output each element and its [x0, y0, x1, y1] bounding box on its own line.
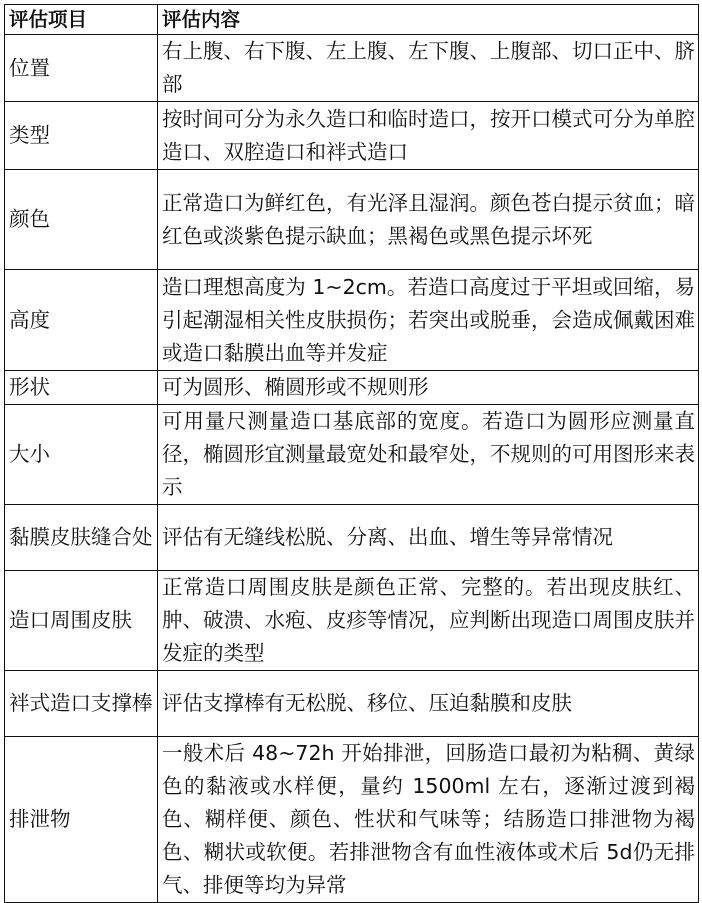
row-item-cell: 造口周围皮肤	[5, 571, 158, 671]
table-row	[5, 671, 699, 737]
table-row	[5, 170, 699, 270]
row-content-cell: 正常造口周围皮肤是颜色正常、完整的。若出现皮肤红、肿、破溃、水疱、皮疹等情况，应判断出现造口周围皮肤并发症的类型	[158, 571, 699, 671]
row-item-cell: 袢式造口支撑棒	[5, 671, 158, 737]
stoma-assessment-table	[4, 4, 699, 903]
row-item-cell: 形状	[5, 371, 158, 405]
row-content-cell: 评估支撑棒有无松脱、移位、压迫黏膜和皮肤	[158, 671, 699, 737]
table-row	[5, 571, 699, 671]
header-content: 评估内容	[158, 5, 699, 35]
row-content-cell: 按时间可分为永久造口和临时造口，按开口模式可分为单腔造口、双腔造口和袢式造口	[158, 102, 699, 170]
row-content-cell: 评估有无缝线松脱、分离、出血、增生等异常情况	[158, 505, 699, 571]
row-item-cell: 类型	[5, 102, 158, 170]
header-item: 评估项目	[5, 5, 158, 35]
table-row	[5, 371, 699, 405]
assessment-table-container	[4, 4, 698, 903]
row-item-cell: 颜色	[5, 170, 158, 270]
row-item-cell: 黏膜皮肤缝合处	[5, 505, 158, 571]
table-header-row	[5, 5, 699, 35]
row-content-cell: 一般术后 48~72h 开始排泄，回肠造口最初为粘稠、黄绿色的黏液或水样便，量约 1500ml 左右，逐渐过渡到褐色、糊样便、颜色、性状和气味等；结肠造口排泄物为褐色、糊状或软便。若排泄物含有血性液体或术后 5d仍无排气、排便等均为异常	[158, 737, 699, 903]
row-item-cell: 高度	[5, 270, 158, 371]
row-item-cell: 大小	[5, 405, 158, 505]
row-content-cell: 正常造口为鲜红色，有光泽且湿润。颜色苍白提示贫血；暗红色或淡紫色提示缺血；黑褐色或黑色提示坏死	[158, 170, 699, 270]
row-content-cell: 可用量尺测量造口基底部的宽度。若造口为圆形应测量直径，椭圆形宜测量最宽处和最窄处，不规则的可用图形来表示	[158, 405, 699, 505]
row-content-cell: 可为圆形、椭圆形或不规则形	[158, 371, 699, 405]
table-row	[5, 35, 699, 102]
table-row	[5, 405, 699, 505]
table-row	[5, 102, 699, 170]
table-row	[5, 737, 699, 903]
row-content-cell: 造口理想高度为 1~2cm。若造口高度过于平坦或回缩，易引起潮湿相关性皮肤损伤；若突出或脱垂，会造成佩戴困难或造口黏膜出血等并发症	[158, 270, 699, 371]
row-content-cell: 右上腹、右下腹、左上腹、左下腹、上腹部、切口正中、脐部	[158, 35, 699, 102]
table-row	[5, 270, 699, 371]
table-row	[5, 505, 699, 571]
row-item-cell: 排泄物	[5, 737, 158, 903]
row-item-cell: 位置	[5, 35, 158, 102]
